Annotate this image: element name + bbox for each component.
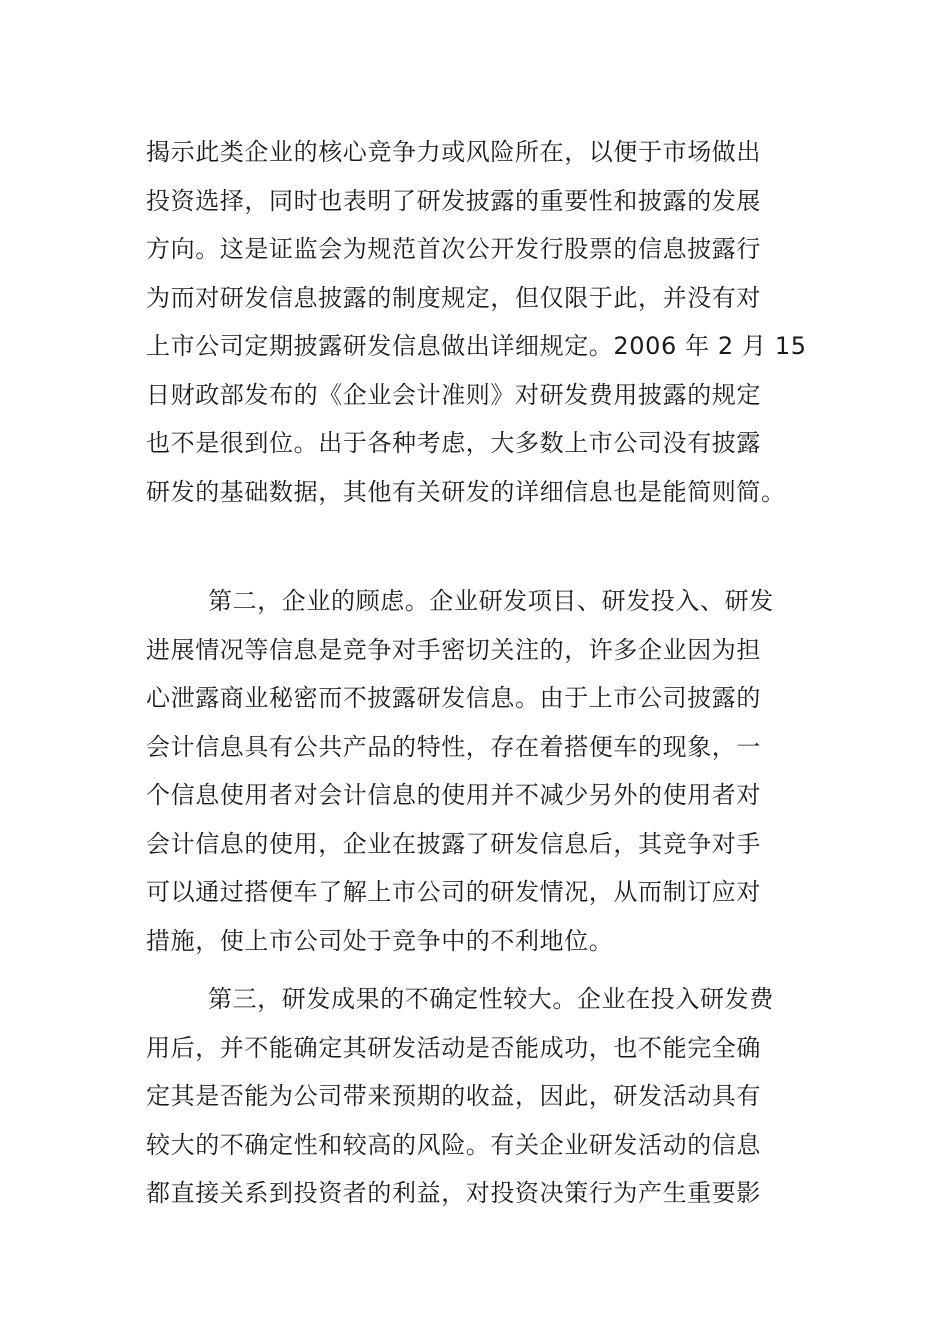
text-line: 可以通过搭便车了解上市公司的研发情况，从而制订应对: [146, 878, 761, 906]
text-line: 也不是很到位。出于各种考虑，大多数上市公司没有披露: [146, 429, 761, 457]
text-line: 心泄露商业秘密而不披露研发信息。由于上市公司披露的: [146, 684, 761, 712]
paragraph-enterprise-concerns: [146, 577, 806, 965]
text-line: 研发的基础数据，其他有关研发的详细信息也是能简则简。: [146, 477, 786, 506]
text-line: 日财政部发布的《企业会计准则》对研发费用披露的规定: [146, 380, 761, 409]
paragraph-disclosure-regulation: [146, 128, 806, 516]
text-line: 为而对研发信息披露的制度规定，但仅限于此，并没有对: [146, 283, 761, 312]
text-line: 个信息使用者对会计信息的使用并不减少另外的使用者对: [146, 781, 761, 809]
text-line: 方向。这是证监会为规范首次公开发行股票的信息披露行: [146, 235, 761, 263]
text-line: 揭示此类企业的核心竞争力或风险所在，以便于市场做出: [146, 138, 761, 166]
text-line: 较大的不确定性和较高的风险。有关企业研发活动的信息: [146, 1130, 761, 1159]
text-line: 进展情况等信息是竞争对手密切关注的，许多企业因为担: [146, 635, 761, 664]
text-line: 都直接关系到投资者的利益，对投资决策行为产生重要影: [146, 1179, 761, 1207]
text-line: 第三，研发成果的不确定性较大。企业在投入研发费: [208, 985, 774, 1013]
paragraph-rd-uncertainty: [146, 975, 806, 1218]
text-line: 第二，企业的顾虑。企业研发项目、研发投入、研发: [208, 587, 774, 615]
text-line: 用后，并不能确定其研发活动是否能成功，也不能完全确: [146, 1033, 761, 1062]
text-line: 会计信息具有公共产品的特性，存在着搭便车的现象，一: [146, 732, 761, 761]
text-line: 措施，使上市公司处于竞争中的不利地位。: [146, 926, 614, 955]
text-line: 上市公司定期披露研发信息做出详细规定。2006 年 2 月 15: [146, 332, 807, 360]
text-line: 投资选择，同时也表明了研发披露的重要性和披露的发展: [146, 186, 761, 215]
text-line: 会计信息的使用，企业在披露了研发信息后，其竞争对手: [146, 829, 761, 858]
text-line: 定其是否能为公司带来预期的收益，因此，研发活动具有: [146, 1082, 761, 1110]
